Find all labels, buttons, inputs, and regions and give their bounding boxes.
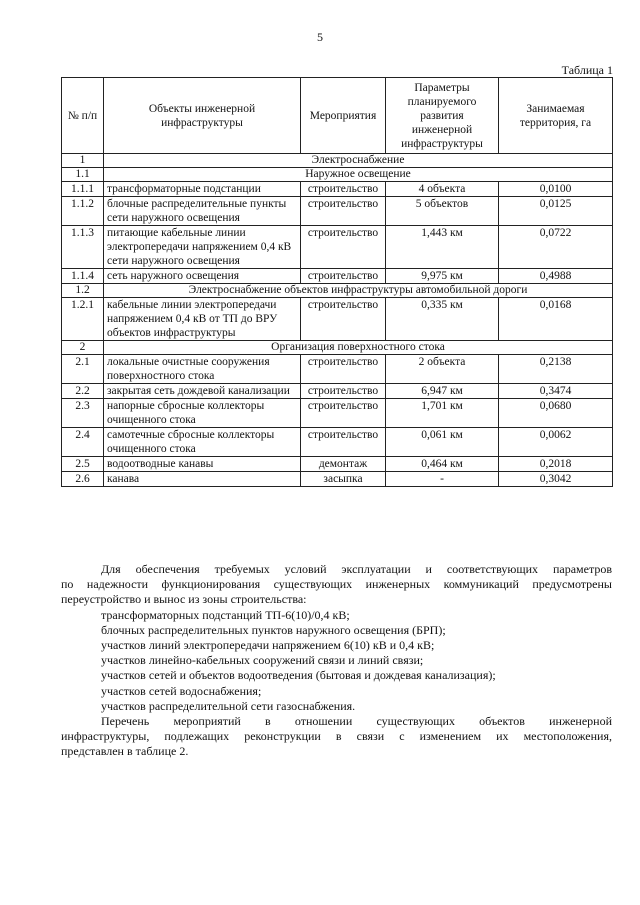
table-row [62,197,613,226]
area-cell: 0,4988 [499,269,613,284]
row-number: 2 [62,341,104,355]
list-item: блочных распределительных пунктов наружного освещения (БРП); [101,622,446,637]
row-number: 1.1 [62,168,104,182]
table-row [62,384,613,399]
table-body [62,154,613,487]
section-row [62,168,613,182]
row-number: 1.1.1 [62,182,104,197]
row-number: 1.1.4 [62,269,104,284]
list-item: участков сетей и объектов водоотведения (бытовая и дождевая канализация); [101,668,496,683]
table-row [62,355,613,384]
area-cell: 0,0680 [499,399,613,428]
area-cell: 0,0125 [499,197,613,226]
object-cell: трансформаторные подстанции [104,182,301,197]
section-title: Организация поверхностного стока [104,341,613,355]
param-cell: 1,701 км [386,399,499,428]
param-cell: 0,335 км [386,298,499,341]
object-cell: кабельные линии электропередачи напряжением 0,4 кВ от ТП до ВРУ объектов инфраструктуры [104,298,301,341]
table-row [62,428,613,457]
measure-cell: строительство [301,226,386,269]
measure-cell: строительство [301,182,386,197]
measure-cell: строительство [301,399,386,428]
param-cell: 0,061 км [386,428,499,457]
area-cell: 0,0100 [499,182,613,197]
object-cell: закрытая сеть дождевой канализации [104,384,301,399]
header-params: Параметры планируемого развития инженерной инфраструктуры [386,78,499,154]
list-item: участков линий электропередачи напряжением 6(10) кВ и 0,4 кВ; [101,638,435,653]
row-number: 1 [62,154,104,168]
list-item: участков сетей водоснабжения; [101,683,262,698]
section-title: Электроснабжение объектов инфраструктуры автомобильной дороги [104,284,613,298]
measure-cell: демонтаж [301,457,386,472]
measure-cell: строительство [301,355,386,384]
measure-cell: строительство [301,298,386,341]
page-number: 5 [317,30,323,44]
header-measures: Мероприятия [301,78,386,154]
area-cell: 0,2138 [499,355,613,384]
list-item: участков линейно-кабельных сооружений связи и линий связи; [101,653,424,668]
outro-line-1: Перечень мероприятий в отношении существующих объектов инженерной [101,714,612,729]
area-cell: 0,3474 [499,384,613,399]
area-cell: 0,0168 [499,298,613,341]
param-cell: - [386,472,499,487]
table-row [62,269,613,284]
section-title: Наружное освещение [104,168,613,182]
row-number: 2.2 [62,384,104,399]
param-cell: 4 объекта [386,182,499,197]
row-number: 2.5 [62,457,104,472]
object-cell: питающие кабельные линии электропередачи напряжением 0,4 кВ сети наружного освещения [104,226,301,269]
header-objects: Объекты инженерной инфраструктуры [104,78,301,154]
param-cell: 0,464 км [386,457,499,472]
intro-line-3: переустройство и вынос из зоны строительства: [61,592,307,607]
table-caption: Таблица 1 [561,63,613,77]
outro-line-2: инфраструктуры, подлежащих реконструкции в связи с изменением их местоположения, [61,729,612,744]
table-header-row [62,78,613,154]
object-cell: канава [104,472,301,487]
section-row [62,284,613,298]
area-cell: 0,0722 [499,226,613,269]
param-cell: 1,443 км [386,226,499,269]
measure-cell: строительство [301,197,386,226]
row-number: 1.2 [62,284,104,298]
table-row [62,298,613,341]
table-row [62,182,613,197]
area-cell: 0,3042 [499,472,613,487]
object-cell: самотечные сбросные коллекторы очищенного стока [104,428,301,457]
row-number: 1.1.2 [62,197,104,226]
row-number: 2.4 [62,428,104,457]
table-row [62,457,613,472]
object-cell: сеть наружного освещения [104,269,301,284]
header-num: № п/п [62,78,104,154]
list-item: трансформаторных подстанций ТП-6(10)/0,4 кВ; [101,607,350,622]
row-number: 2.6 [62,472,104,487]
object-cell: напорные сбросные коллекторы очищенного стока [104,399,301,428]
measure-cell: строительство [301,428,386,457]
object-cell: блочные распределительные пункты сети наружного освещения [104,197,301,226]
row-number: 1.1.3 [62,226,104,269]
param-cell: 9,975 км [386,269,499,284]
section-row [62,341,613,355]
section-row [62,154,613,168]
infrastructure-table [61,77,613,487]
row-number: 2.1 [62,355,104,384]
body-text [61,562,612,760]
area-cell: 0,0062 [499,428,613,457]
outro-line-3: представлен в таблице 2. [61,744,189,759]
param-cell: 5 объектов [386,197,499,226]
object-cell: водоотводные канавы [104,457,301,472]
measure-cell: строительство [301,269,386,284]
row-number: 2.3 [62,399,104,428]
table-row [62,399,613,428]
intro-line-1: Для обеспечения требуемых условий эксплуатации и соответствующих параметров [101,562,612,576]
list-item: участков распределительной сети газоснабжения. [101,698,356,713]
row-number: 1.2.1 [62,298,104,341]
header-area: Занимаемая территория, га [499,78,613,154]
intro-line-2: по надежности функционирования существующих инженерных коммуникаций предусмотрены [61,577,612,592]
measure-cell: засыпка [301,472,386,487]
section-title: Электроснабжение [104,154,613,168]
measure-cell: строительство [301,384,386,399]
table-row [62,226,613,269]
table-row [62,472,613,487]
param-cell: 2 объекта [386,355,499,384]
area-cell: 0,2018 [499,457,613,472]
param-cell: 6,947 км [386,384,499,399]
object-cell: локальные очистные сооружения поверхностного стока [104,355,301,384]
